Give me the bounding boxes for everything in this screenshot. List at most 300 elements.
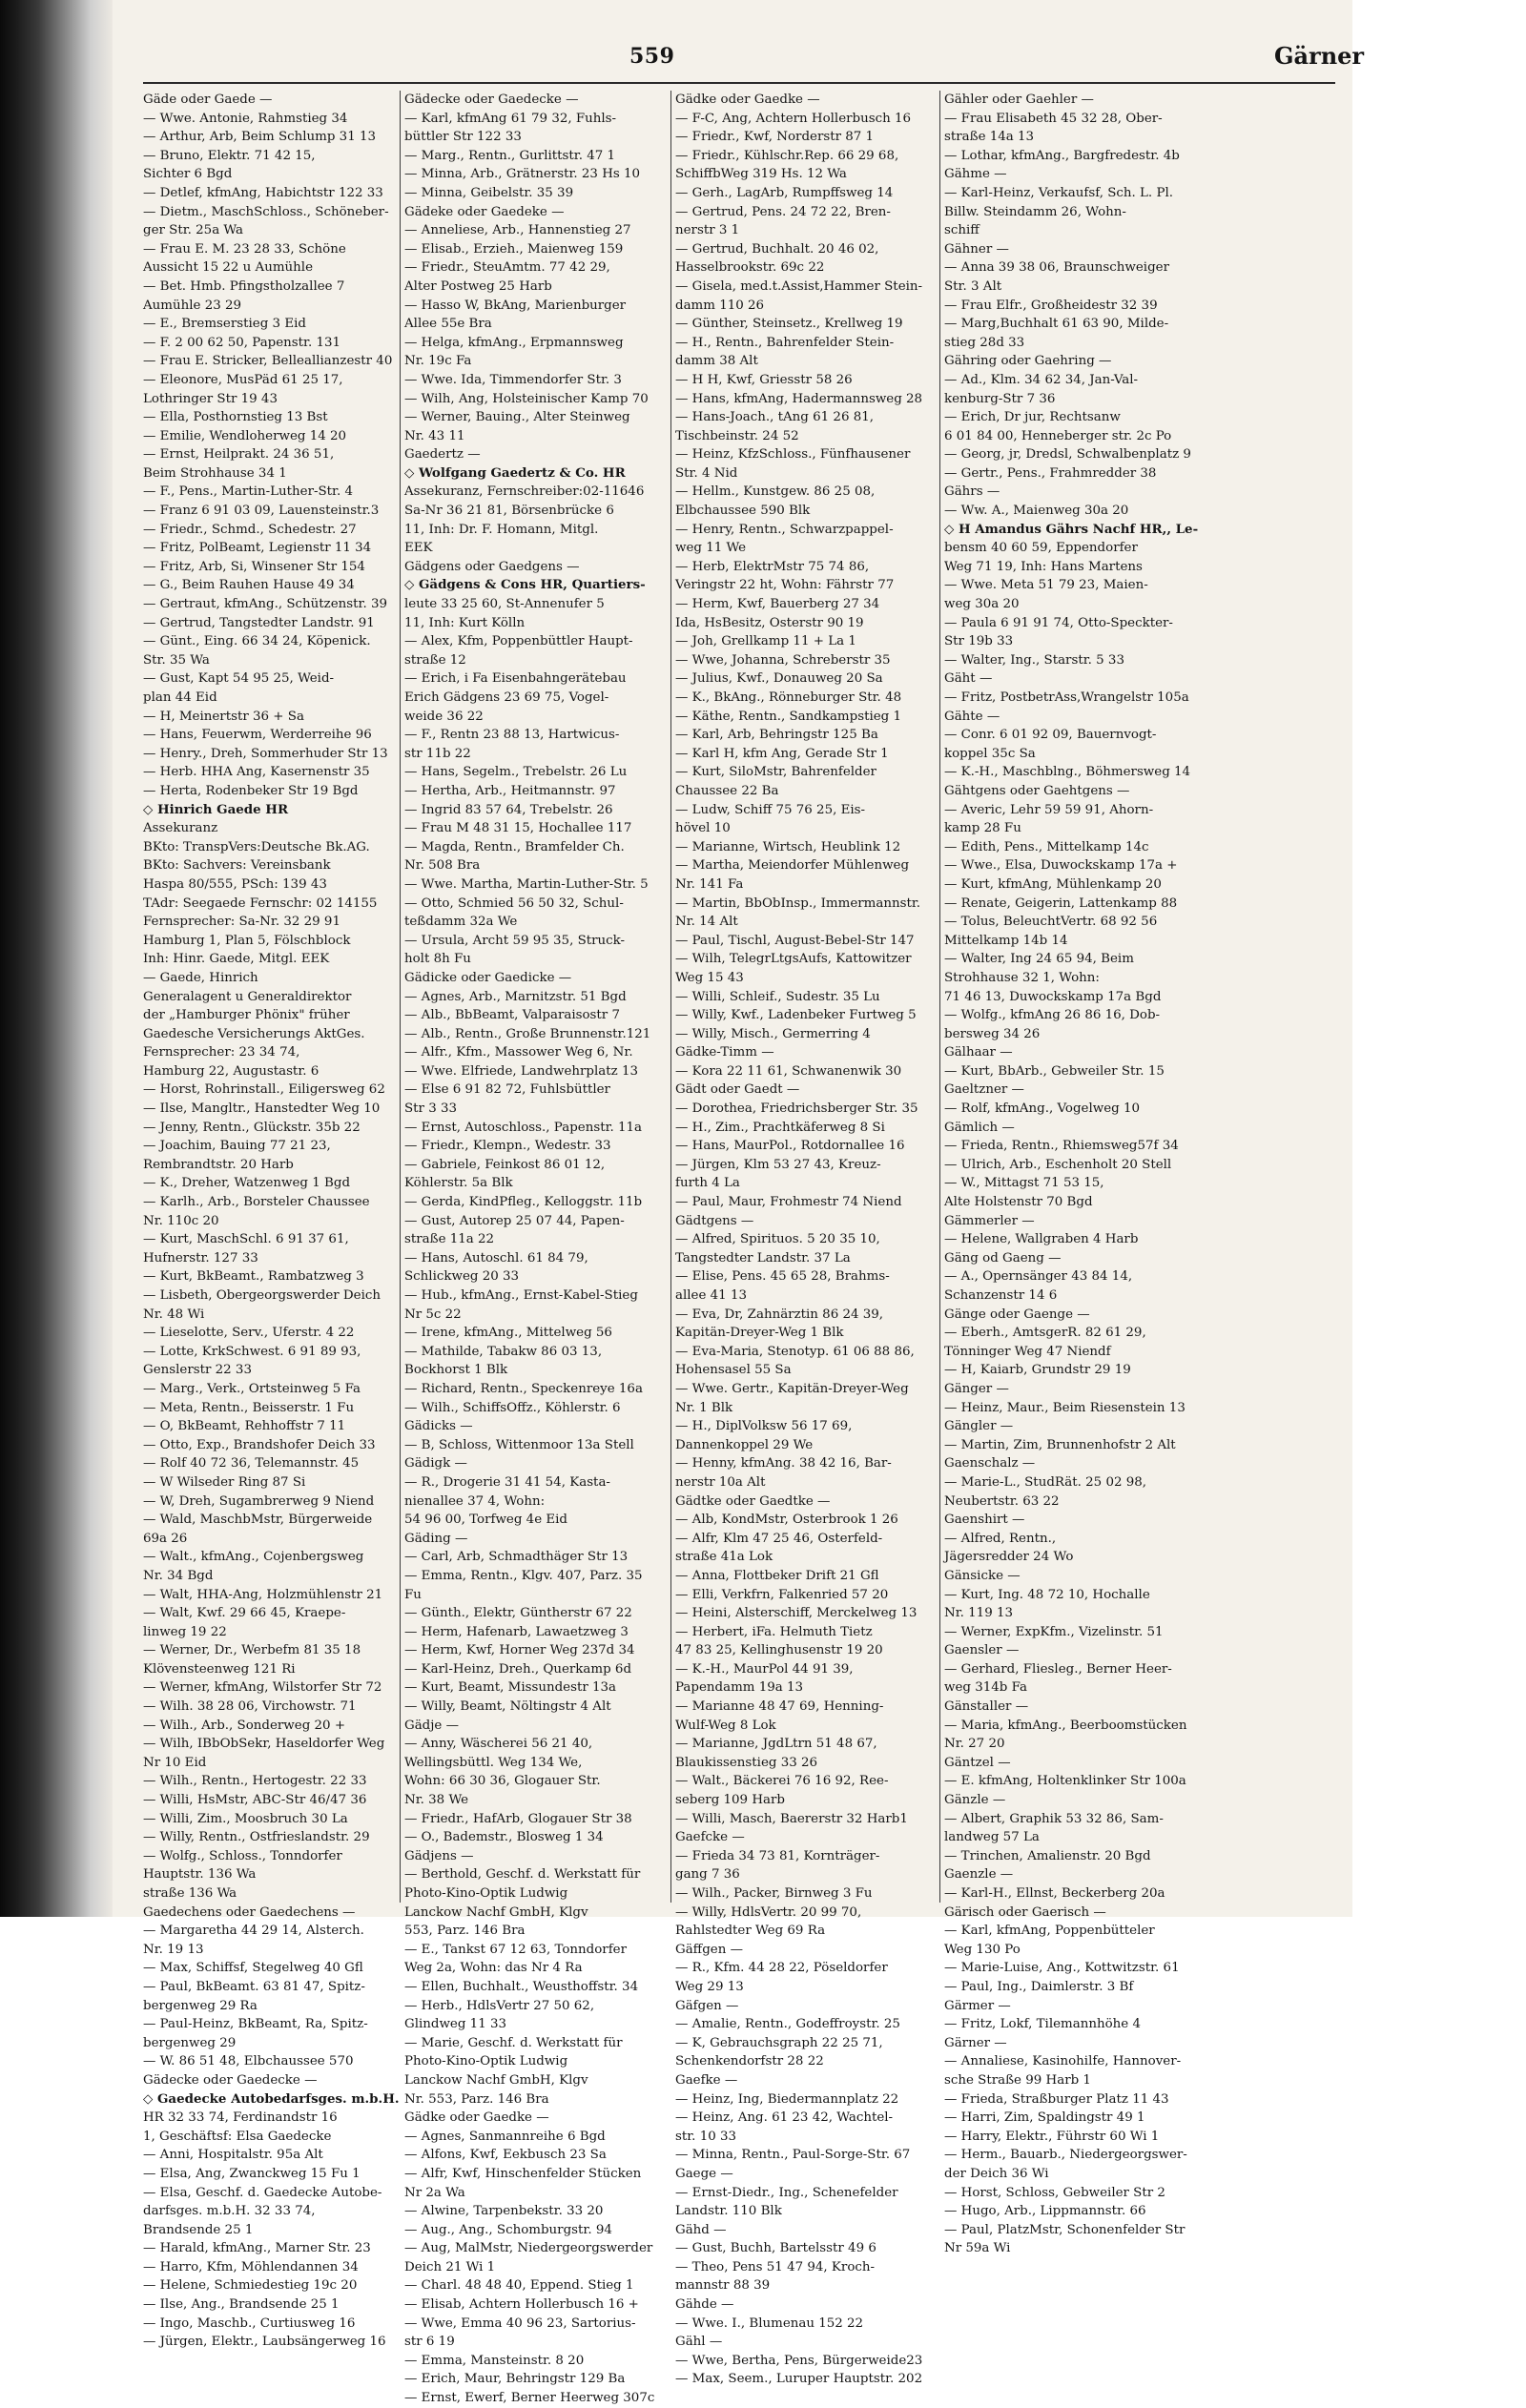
directory-entry: ◇ Wolfgang Gaedertz & Co. HR (404, 464, 626, 481)
directory-entry: — Eva-Maria, Stenotyp. 61 06 88 86, (675, 1344, 915, 1359)
directory-entry: — Walt, HHA-Ang, Holzmühlenstr 21 (143, 1587, 383, 1602)
directory-entry: — Karl, kfmAng 61 79 32, Fuhls- (404, 111, 617, 126)
directory-entry: — Frieda, Straßburger Platz 11 43 (944, 2091, 1169, 2107)
directory-entry: Tönninger Weg 47 Niendf (944, 1344, 1111, 1359)
directory-entry: Gädke-Timm — (675, 1045, 774, 1060)
directory-entry: Gängler — (944, 1419, 1014, 1434)
directory-entry: Wellingsbüttl. Weg 134 We, (404, 1755, 583, 1770)
directory-entry: — Fritz, PostbetrAss,Wrangelstr 105a (944, 690, 1189, 705)
directory-entry: Brandsende 25 1 (143, 2222, 254, 2237)
directory-entry: — Richard, Rentn., Speckenreye 16a (404, 1381, 643, 1396)
book-gutter-shadow (0, 0, 113, 1917)
directory-entry: weg 314b Fa (944, 1680, 1027, 1696)
directory-entry: — E. kfmAng, Holtenklinker Str 100a (944, 1774, 1186, 1789)
directory-entry: — Agnes, Arb., Marnitzstr. 51 Bgd (404, 989, 627, 1004)
directory-entry: — Wolfg., Schloss., Tonndorfer (143, 1848, 342, 1863)
directory-entry: — Fritz, Arb, Si, Winsener Str 154 (143, 559, 365, 574)
directory-entry: — Marianne 48 47 69, Henning- (675, 1699, 884, 1715)
directory-entry: — Jürgen, Elektr., Laubsängerweg 16 (143, 2335, 386, 2350)
directory-entry: — Bet. Hmb. Pfingstholzallee 7 (143, 278, 345, 294)
directory-entry: Gänzle — (944, 1793, 1006, 1808)
directory-entry: — Ingrid 83 57 64, Trebelstr. 26 (404, 802, 613, 817)
directory-entry: — W. 86 51 48, Elbchaussee 570 (143, 2054, 354, 2069)
directory-entry: Nr. 14 Alt (675, 915, 738, 930)
directory-entry: — Lisbeth, Obergeorgswerder Deich (143, 1288, 381, 1303)
directory-column-4 (944, 91, 1206, 2256)
directory-entry: — R., Drogerie 31 41 54, Kasta- (404, 1474, 610, 1490)
directory-entry: — Aug., Ang., Schomburgstr. 94 (404, 2222, 612, 2237)
directory-entry: Veringstr 22 ht, Wohn: Fährstr 77 (675, 578, 895, 593)
directory-entry: — Gertraut, kfmAng., Schützenstr. 39 (143, 597, 387, 612)
directory-entry: — Alfr, Kwf, Hinschenfelder Stücken (404, 2166, 642, 2181)
directory-entry: — Walt, Kwf. 29 66 45, Kraepe- (143, 1606, 346, 1621)
directory-entry: Nr 59a Wi (944, 2241, 1011, 2256)
directory-entry: Weg 15 43 (675, 970, 744, 985)
directory-entry: Gähring oder Gaehring — (944, 354, 1112, 369)
directory-entry: — Wwe. Ida, Timmendorfer Str. 3 (404, 372, 622, 387)
directory-entry: — Ernst-Diedr., Ing., Schenefelder (675, 2185, 898, 2200)
directory-entry: — Heinz, Ang. 61 23 42, Wachtel- (675, 2110, 894, 2126)
directory-entry: Hasselbrookstr. 69c 22 (675, 260, 825, 276)
directory-entry: Photo-Kino-Optik Ludwig (404, 1886, 568, 1901)
directory-entry: — Werner, kfmAng, Wilstorfer Str 72 (143, 1680, 382, 1696)
directory-entry: — Ernst, Autoschloss., Papenstr. 11a (404, 1120, 643, 1135)
directory-entry: Weg 130 Po (944, 1942, 1021, 1957)
directory-entry: — Fritz, Lokf, Tilemannhöhe 4 (944, 2017, 1141, 2032)
directory-entry: teßdamm 32a We (404, 915, 518, 930)
directory-entry: — Gerh., LagArb, Rumpffsweg 14 (675, 185, 894, 200)
directory-entry: 71 46 13, Duwockskamp 17a Bgd (944, 989, 1162, 1004)
directory-entry: — Wwe. Gertr., Kapitän-Dreyer-Weg (675, 1381, 909, 1396)
directory-entry: — Eberh., AmtsgerR. 82 61 29, (944, 1326, 1146, 1341)
directory-entry: Nr. 1 Blk (675, 1400, 733, 1415)
directory-entry: Tischbeinstr. 24 52 (675, 428, 799, 443)
directory-entry: Gädicks — (404, 1419, 473, 1434)
directory-entry: Gaefcke — (675, 1830, 745, 1845)
directory-entry: Gädecke oder Gaedecke — (143, 2072, 318, 2088)
directory-entry: straße 12 (404, 652, 466, 668)
directory-entry: Dannenkoppel 29 We (675, 1437, 814, 1452)
directory-entry: Weg 71 19, Inh: Hans Martens (944, 559, 1143, 574)
directory-entry: Gähl — (675, 2335, 723, 2350)
directory-entry: Gaege — (675, 2166, 733, 2181)
directory-entry: sche Straße 99 Harb 1 (944, 2072, 1091, 2088)
directory-entry: — H H, Kwf, Griesstr 58 26 (675, 372, 853, 387)
directory-entry: — Wilh, IBbObSekr, Haseldorfer Weg (143, 1737, 385, 1752)
directory-entry: — Friedr., Kwf, Norderstr 87 1 (675, 130, 875, 145)
directory-entry: — Wolfg., kfmAng 26 86 16, Dob- (944, 1008, 1161, 1023)
directory-entry: — Ulrich, Arb., Eschenholt 20 Stell (944, 1157, 1172, 1172)
directory-entry: — Marg., Rentn., Gurlittstr. 47 1 (404, 148, 616, 163)
directory-entry: Tangstedter Landstr. 37 La (675, 1250, 851, 1266)
directory-entry: — Ursula, Archt 59 95 35, Struck- (404, 933, 626, 948)
directory-entry: Schenkendorfstr 28 22 (675, 2054, 824, 2069)
directory-entry: — Ww. A., Maienweg 30a 20 (944, 504, 1129, 519)
directory-entry: — Martin, Zim, Brunnenhofstr 2 Alt (944, 1437, 1176, 1452)
directory-entry: Hamburg 22, Augustastr. 6 (143, 1063, 320, 1079)
directory-entry: str 6 19 (404, 2335, 455, 2350)
directory-entry: Allee 55e Bra (404, 317, 492, 332)
directory-entry: stieg 28d 33 (944, 335, 1025, 350)
directory-entry: Assekuranz (143, 821, 218, 836)
directory-entry: Gälhaar — (944, 1045, 1013, 1060)
directory-entry: — Hub., kfmAng., Ernst-Kabel-Stieg (404, 1288, 638, 1303)
header-rule (143, 82, 1335, 84)
directory-entry: Hohensasel 55 Sa (675, 1363, 792, 1378)
directory-entry: — Annaliese, Kasinohilfe, Hannover- (944, 2054, 1182, 2069)
directory-entry: Nr 2a Wa (404, 2185, 465, 2200)
directory-entry: — Frieda, Rentn., Rhiemsweg57f 34 (944, 1139, 1179, 1154)
directory-entry: bergenweg 29 (143, 2035, 237, 2050)
directory-entry: — Joachim, Bauing 77 21 23, (143, 1139, 331, 1154)
directory-entry: — F. 2 00 62 50, Papenstr. 131 (143, 335, 341, 350)
directory-entry: — K.-H., MaurPol 44 91 39, (675, 1661, 854, 1677)
directory-entry: — Gust, Autorep 25 07 44, Papen- (404, 1213, 625, 1228)
directory-entry: — Theo, Pens 51 47 94, Kroch- (675, 2259, 876, 2274)
directory-entry: — Fritz, PolBeamt, Legienstr 11 34 (143, 541, 372, 556)
directory-entry: Str. 3 Alt (944, 278, 1002, 294)
directory-entry: — Helene, Wallgraben 4 Harb (944, 1232, 1139, 1247)
directory-entry: — Günther, Steinsetz., Krellweg 19 (675, 317, 903, 332)
directory-entry: Nr. 38 We (404, 1793, 469, 1808)
directory-entry: — Wwe, Bertha, Pens, Bürgerweide23 (675, 2353, 923, 2368)
directory-entry: Deich 21 Wi 1 (404, 2259, 496, 2274)
directory-entry: — Ludw, Schiff 75 76 25, Eis- (675, 802, 866, 817)
directory-entry: — Friedr., Kühlschr.Rep. 66 29 68, (675, 148, 899, 163)
directory-entry: — Marg., Verk., Ortsteinweg 5 Fa (143, 1381, 361, 1396)
directory-entry: weide 36 22 (404, 709, 484, 724)
directory-entry: — Emma, Rentn., Klgv. 407, Parz. 35 (404, 1568, 643, 1583)
directory-entry: Erich Gädgens 23 69 75, Vogel- (404, 690, 609, 705)
directory-entry: — Trinchen, Amalienstr. 20 Bgd (944, 1848, 1151, 1863)
directory-entry: — Paul, Maur, Frohmestr 74 Niend (675, 1195, 902, 1210)
directory-entry: — Gaede, Hinrich (143, 970, 258, 985)
directory-entry: allee 41 13 (675, 1288, 747, 1303)
directory-entry: — Wilh., Arb., Sonderweg 20 + (143, 1718, 346, 1733)
directory-entry: Beim Strohhause 34 1 (143, 465, 287, 481)
directory-entry: Gähde — (675, 2297, 734, 2313)
directory-entry: — Heinz, KfzSchloss., Fünfhausener (675, 447, 911, 463)
directory-entry: büttler Str 122 33 (404, 130, 522, 145)
directory-entry: Gäfgen — (675, 1998, 739, 2013)
directory-entry: Sichter 6 Bgd (143, 167, 233, 182)
directory-entry: — B, Schloss, Wittenmoor 13a Stell (404, 1437, 634, 1452)
directory-entry: Gaedertz — (404, 447, 481, 463)
directory-entry: Gädjens — (404, 1848, 474, 1863)
directory-entry: — F-C, Ang, Achtern Hollerbusch 16 (675, 111, 912, 126)
directory-entry: — Günth., Elektr, Güntherstr 67 22 (404, 1606, 632, 1621)
directory-entry: — Gertrud, Pens. 24 72 22, Bren- (675, 204, 891, 219)
directory-entry: — W, Dreh, Sugambrerweg 9 Niend (143, 1493, 375, 1509)
directory-entry: — Frau M 48 31 15, Hochallee 117 (404, 821, 632, 836)
directory-entry: BKto: Sachvers: Vereinsbank (143, 858, 331, 874)
directory-entry: — Lothar, kfmAng., Bargfredestr. 4b (944, 148, 1180, 163)
directory-entry: — Heinz, Maur., Beim Riesenstein 13 (944, 1400, 1186, 1415)
directory-entry: Str. 4 Nid (675, 465, 738, 481)
directory-entry: — Alfred, Rentn., (944, 1531, 1057, 1546)
directory-entry: — Friedr., Schmd., Schedestr. 27 (143, 522, 357, 537)
directory-entry: — Heini, Alsterschiff, Merckelweg 13 (675, 1606, 918, 1621)
directory-entry: — H., DiplVolksw 56 17 69, (675, 1419, 853, 1434)
directory-entry: — Paul, Tischl, August-Bebel-Str 147 (675, 933, 915, 948)
directory-entry: — Otto, Exp., Brandshofer Deich 33 (143, 1437, 376, 1452)
directory-entry: — Albert, Graphik 53 32 86, Sam- (944, 1811, 1164, 1826)
directory-entry: — Günt., Eing. 66 34 24, Köpenick. (143, 634, 371, 649)
directory-entry: Gädigk — (404, 1456, 467, 1472)
directory-entry: — Gust, Kapt 54 95 25, Weid- (143, 671, 335, 687)
directory-entry: — A., Opernsänger 43 84 14, (944, 1269, 1133, 1285)
directory-entry: — Ernst, Heilprakt. 24 36 51, (143, 447, 335, 463)
directory-entry: — Wilh., SchiffsOffz., Köhlerstr. 6 (404, 1400, 621, 1415)
directory-entry: — H., Rentn., Bahrenfelder Stein- (675, 335, 895, 350)
directory-entry: — Friedr., SteuAmtm. 77 42 29, (404, 260, 610, 276)
directory-entry: Weg 29 13 (675, 1979, 744, 1994)
directory-entry: straße 41a Lok (675, 1550, 773, 1565)
directory-entry: — Marie-Luise, Ang., Kottwitzstr. 61 (944, 1961, 1180, 1976)
directory-entry: — Kurt, BbArb., Gebweiler Str. 15 (944, 1063, 1165, 1079)
directory-entry: — Harri, Zim, Spaldingstr 49 1 (944, 2110, 1145, 2126)
directory-entry: — Julius, Kwf., Donauweg 20 Sa (675, 671, 883, 687)
directory-entry: — Wwe. Martha, Martin-Luther-Str. 5 (404, 876, 649, 892)
directory-entry: — Ernst, Ewerf, Berner Heerweg 307c (404, 2391, 655, 2406)
directory-entry: — Alfons, Kwf, Eekbusch 23 Sa (404, 2148, 607, 2163)
directory-entry: Gädke oder Gaedke — (675, 93, 820, 107)
directory-entry: — Marie-L., StudRät. 25 02 98, (944, 1474, 1147, 1490)
directory-entry: — Wilh, Ang, Holsteinischer Kamp 70 (404, 391, 649, 406)
directory-entry: — Dietm., MaschSchloss., Schöneber- (143, 204, 389, 219)
directory-entry: — Willi, Masch, Baererstr 32 Harb1 (675, 1811, 908, 1826)
directory-entry: kamp 28 Fu (944, 821, 1021, 836)
directory-entry: — Berthold, Geschf. d. Werkstatt für (404, 1867, 641, 1883)
directory-entry: Nr. 27 20 (944, 1737, 1005, 1752)
directory-entry: Gäntzel — (944, 1755, 1011, 1770)
directory-entry: — Emma, Mansteinstr. 8 20 (404, 2353, 585, 2368)
directory-entry: — Henry, Rentn., Schwarzpappel- (675, 522, 894, 537)
directory-entry: darfsges. m.b.H. 32 33 74, (143, 2204, 316, 2219)
directory-entry: — Horst, Rohrinstall., Eiligersweg 62 (143, 1082, 385, 1098)
directory-entry: — Wilh., Rentn., Hertogestr. 22 33 (143, 1774, 367, 1789)
directory-entry: — Kora 22 11 61, Schwanenwik 30 (675, 1063, 902, 1079)
directory-entry: Gämmerler — (944, 1213, 1035, 1228)
directory-entry: — Willy, Kwf., Ladenbeker Furtweg 5 (675, 1008, 917, 1023)
directory-entry: Gäng od Gaeng — (944, 1250, 1062, 1266)
directory-entry: der Deich 36 Wi (944, 2166, 1049, 2181)
directory-entry: — Friedr., HafArb, Glogauer Str 38 (404, 1811, 632, 1826)
directory-entry: — Lotte, KrkSchwest. 6 91 89 93, (143, 1344, 361, 1359)
directory-entry: Rembrandtstr. 20 Harb (143, 1157, 294, 1172)
directory-entry: — E., Tankst 67 12 63, Tonndorfer (404, 1942, 627, 1957)
directory-entry: holt 8h Fu (404, 952, 471, 967)
directory-column-2 (404, 91, 667, 2406)
directory-entry: Nr. 34 Bgd (143, 1568, 214, 1583)
directory-entry: — Jürgen, Klm 53 27 43, Kreuz- (675, 1157, 881, 1172)
directory-entry: — Edith, Pens., Mittelkamp 14c (944, 839, 1149, 854)
directory-entry: — Heinz, Ing, Biedermannplatz 22 (675, 2091, 899, 2107)
directory-entry: — Elise, Pens. 45 65 28, Brahms- (675, 1269, 890, 1285)
directory-entry: — Kurt, MaschSchl. 6 91 37 61, (143, 1232, 349, 1247)
directory-entry: — Marianne, Wirtsch, Heublink 12 (675, 839, 901, 854)
directory-entry: — Hellm., Kunstgew. 86 25 08, (675, 484, 876, 500)
directory-entry: — Else 6 91 82 72, Fuhlsbüttler (404, 1082, 610, 1098)
directory-entry: straße 14a 13 (944, 130, 1035, 145)
directory-entry: Gaeltzner — (944, 1082, 1024, 1098)
directory-entry: Köhlerstr. 5a Blk (404, 1176, 513, 1191)
directory-entry: — Walt., kfmAng., Cojenbergsweg (143, 1550, 364, 1565)
directory-entry: — Anni, Hospitalstr. 95a Alt (143, 2148, 323, 2163)
directory-entry: — Wald, MaschbMstr, Bürgerweide (143, 1513, 373, 1528)
directory-entry: — Kurt, BkBeamt., Rambatzweg 3 (143, 1269, 364, 1285)
directory-entry: — Conr. 6 01 92 09, Bauernvogt- (944, 728, 1157, 743)
directory-entry: — Hugo, Arb., Lippmannstr. 66 (944, 2204, 1146, 2219)
directory-entry: — Willy, Beamt, Nöltingstr 4 Alt (404, 1699, 611, 1715)
directory-entry: Wohn: 66 30 36, Glogauer Str. (404, 1774, 601, 1789)
directory-entry: nerstr 10a Alt (675, 1474, 766, 1490)
directory-entry: Hauptstr. 136 Wa (143, 1867, 257, 1883)
directory-entry: — Elisab, Achtern Hollerbusch 16 + (404, 2297, 639, 2313)
directory-entry: — Karl, Arb, Behringstr 125 Ba (675, 728, 878, 743)
directory-entry: — Elsa, Ang, Zwanckweg 15 Fu 1 (143, 2166, 361, 2181)
directory-entry: bensm 40 60 59, Eppendorfer (944, 541, 1138, 556)
directory-entry: — Alfred, Spirituos. 5 20 35 10, (675, 1232, 880, 1247)
directory-entry: 47 83 25, Kellinghusenstr 19 20 (675, 1643, 883, 1658)
directory-entry: seberg 109 Harb (675, 1793, 785, 1808)
directory-entry: — Helga, kfmAng., Erpmannsweg (404, 335, 624, 350)
directory-entry: — Martha, Meiendorfer Mühlenweg (675, 858, 910, 874)
directory-entry: — Herb., HdlsVertr 27 50 62, (404, 1998, 595, 2013)
directory-entry: — Paul-Heinz, BkBeamt, Ra, Spitz- (143, 2017, 368, 2032)
directory-entry: Str 19b 33 (944, 634, 1014, 649)
directory-entry: — Maria, kfmAng., Beerboomstücken (944, 1718, 1187, 1733)
directory-entry: — Agnes, Sanmannreihe 6 Bgd (404, 2129, 606, 2144)
directory-entry: — Frau Elisabeth 45 32 28, Ober- (944, 111, 1163, 126)
directory-entry: — Marianne, JgdLtrn 51 48 67, (675, 1737, 877, 1752)
directory-entry: — Wwe., Elsa, Duwockskamp 17a + (944, 858, 1178, 874)
directory-entry: — Willy, Misch., Germerring 4 (675, 1026, 871, 1041)
directory-entry: 6 01 84 00, Henneberger str. 2c Po (944, 428, 1172, 443)
directory-entry: — Tolus, BeleuchtVertr. 68 92 56 (944, 915, 1158, 930)
directory-entry: Nr 5c 22 (404, 1307, 462, 1322)
directory-entry: 69a 26 (143, 1531, 188, 1546)
directory-entry: — Wwe. Antonie, Rahmstieg 34 (143, 111, 348, 126)
directory-entry: — Hans, Feuerwm, Werderreihe 96 (143, 728, 372, 743)
directory-entry: — Gertrud, Buchhalt. 20 46 02, (675, 241, 879, 257)
directory-entry: — Willi, HsMstr, ABC-Str 46/47 36 (143, 1793, 367, 1808)
directory-entry: straße 136 Wa (143, 1886, 237, 1901)
directory-entry: — Gerhard, Fliesleg., Berner Heer- (944, 1661, 1172, 1677)
directory-entry: Gähtgens oder Gaehtgens — (944, 783, 1130, 798)
directory-entry: — Werner, ExpKfm., Vizelinstr. 51 (944, 1624, 1164, 1639)
directory-entry: 11, Inh: Dr. F. Homann, Mitgl. (404, 522, 599, 537)
directory-entry: Lanckow Nachf GmbH, Klgv (404, 2072, 588, 2088)
directory-entry: — O, BkBeamt, Rehhoffstr 7 11 (143, 1419, 346, 1434)
directory-entry: Nr. 19 13 (143, 1942, 204, 1957)
directory-entry: — Kurt, SiloMstr, Bahrenfelder (675, 765, 876, 780)
directory-entry: — Hans, Segelm., Trebelstr. 26 Lu (404, 765, 628, 780)
page-number: 559 (629, 44, 675, 69)
directory-entry: — K.-H., Maschblng., Böhmersweg 14 (944, 765, 1191, 780)
directory-entry: bergenweg 29 Ra (143, 1998, 258, 2013)
directory-entry: — Herm, Kwf, Bauerberg 27 34 (675, 597, 880, 612)
directory-entry: 11, Inh: Kurt Kölln (404, 615, 526, 630)
directory-entry: — Gust, Buchh, Bartelsstr 49 6 (675, 2241, 876, 2256)
directory-entry: — Martin, BbObInsp., Immermannstr. (675, 895, 921, 911)
directory-entry: — F., Pens., Martin-Luther-Str. 4 (143, 484, 354, 500)
directory-entry: — Gertr., Pens., Frahmredder 38 (944, 465, 1157, 481)
directory-entry: — Ella, Posthornstieg 13 Bst (143, 410, 328, 425)
directory-entry: — Paul, Ing., Daimlerstr. 3 Bf (944, 1979, 1134, 1994)
directory-entry: — K., Dreher, Watzenweg 1 Bgd (143, 1176, 351, 1191)
directory-entry: nienallee 37 4, Wohn: (404, 1493, 546, 1509)
directory-entry: — Harry, Elektr., Führstr 60 Wi 1 (944, 2129, 1160, 2144)
directory-entry: Gaenschalz — (944, 1456, 1036, 1472)
directory-entry: Ida, HsBesitz, Osterstr 90 19 (675, 615, 864, 630)
directory-entry: — Anneliese, Arb., Hannenstieg 27 (404, 223, 631, 238)
directory-entry: str. 10 33 (675, 2129, 737, 2144)
directory-entry: — Emilie, Wendloherweg 14 20 (143, 428, 347, 443)
directory-entry: ◇ Hinrich Gaede HR (143, 801, 289, 817)
directory-entry: — Marie, Geschf. d. Werkstatt für (404, 2035, 623, 2050)
directory-entry: ◇ Gädgens & Cons HR, Quartiers- (404, 577, 646, 593)
directory-entry: — Averic, Lehr 59 59 91, Ahorn- (944, 802, 1154, 817)
directory-entry: — Herb. HHA Ang, Kasernenstr 35 (143, 765, 370, 780)
directory-entry: — Alb, KondMstr, Osterbrook 1 26 (675, 1513, 898, 1528)
directory-entry: der „Hamburger Phönix" früher (143, 1008, 350, 1023)
directory-entry: Gaenshirt — (944, 1513, 1025, 1528)
directory-entry: — Minna, Arb., Grätnerstr. 23 Hs 10 (404, 167, 641, 182)
directory-entry: — Paul, PlatzMstr, Schonenfelder Str (944, 2222, 1186, 2237)
directory-entry: ◇ H Amandus Gährs Nachf HR,, Le- (944, 521, 1199, 537)
directory-entry: Nr. 48 Wi (143, 1307, 205, 1322)
directory-entry: Lothringer Str 19 43 (143, 391, 278, 406)
directory-entry: — Horst, Schloss, Gebweiler Str 2 (944, 2185, 1165, 2200)
directory-entry: Nr. 19c Fa (404, 354, 472, 369)
directory-entry: — Walt., Bäckerei 76 16 92, Ree- (675, 1774, 889, 1789)
directory-entry: — Karl H, kfm Ang, Gerade Str 1 (675, 746, 889, 761)
directory-entry: — Elsa, Geschf. d. Gaedecke Autobe- (143, 2185, 382, 2200)
directory-entry: Gaefke — (675, 2072, 738, 2088)
directory-entry: Haspa 80/555, PSch: 139 43 (143, 876, 327, 892)
directory-entry: Gämlich — (944, 1120, 1015, 1135)
directory-entry: kenburg-Str 7 36 (944, 391, 1056, 406)
directory-entry: — Herm., Bauarb., Niedergeorgswer- (944, 2148, 1187, 2163)
directory-entry: 1, Geschäftsf: Elsa Gaedecke (143, 2129, 332, 2144)
directory-entry: nerstr 3 1 (675, 223, 740, 238)
directory-entry: — K, Gebrauchsgraph 22 25 71, (675, 2035, 883, 2050)
directory-entry: — Harald, kfmAng., Marner Str. 23 (143, 2241, 371, 2256)
directory-entry: — Mathilde, Tabakw 86 03 13, (404, 1344, 603, 1359)
directory-entry: — Karl-Heinz, Dreh., Querkamp 6d (404, 1661, 632, 1677)
directory-entry: Photo-Kino-Optik Ludwig (404, 2054, 568, 2069)
directory-entry: Mittelkamp 14b 14 (944, 933, 1068, 948)
directory-entry: weg 11 We (675, 541, 747, 556)
directory-entry: — Detlef, kfmAng, Habichtstr 122 33 (143, 185, 383, 200)
directory-entry: mannstr 88 39 (675, 2278, 771, 2294)
directory-entry: — Margaretha 44 29 14, Alsterch. (143, 1924, 364, 1939)
directory-entry: — Karl, kfmAng, Poppenbütteler (944, 1924, 1155, 1939)
column-divider (400, 91, 401, 1903)
directory-entry: — Wilh, TelegrLtgsAufs, Kattowitzer (675, 952, 912, 967)
directory-entry: Inh: Hinr. Gaede, Mitgl. EEK (143, 952, 330, 967)
directory-entry: Chaussee 22 Ba (675, 783, 779, 798)
directory-entry: Nr. 43 11 (404, 428, 465, 443)
directory-entry: — H, Kaiarb, Grundstr 29 19 (944, 1363, 1131, 1378)
directory-entry: Aussicht 15 22 u Aumühle (143, 260, 314, 276)
directory-entry: Weg 2a, Wohn: das Nr 4 Ra (404, 1961, 583, 1976)
directory-entry: Gädt oder Gaedt — (675, 1082, 800, 1098)
directory-entry: bersweg 34 26 (944, 1026, 1041, 1041)
directory-column-3 (675, 91, 936, 2387)
directory-entry: furth 4 La (675, 1176, 740, 1191)
